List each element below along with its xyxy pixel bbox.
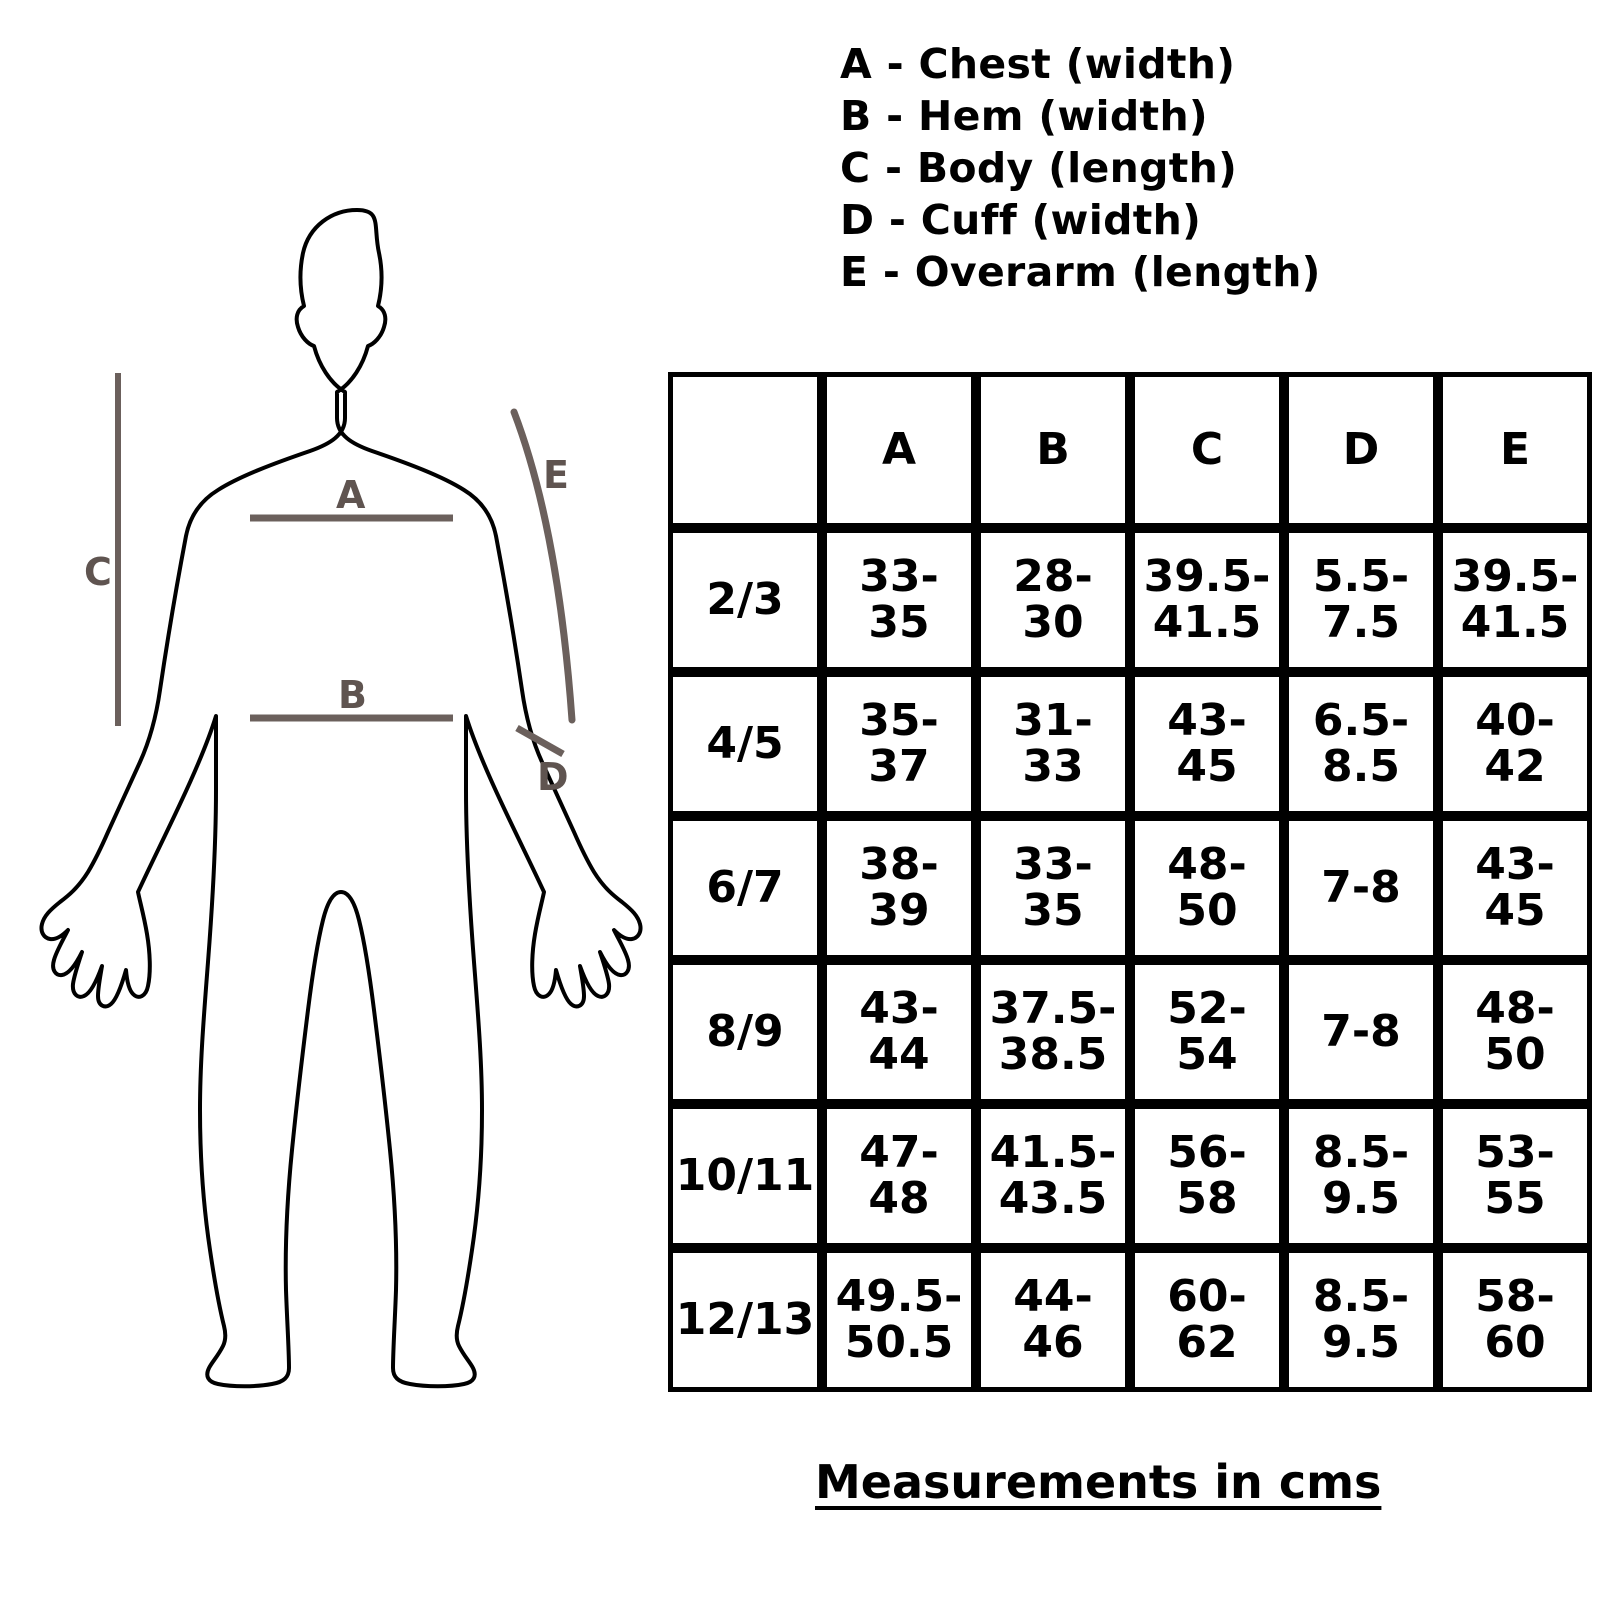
cell-c [1130,1104,1284,1248]
cell-c [1130,1248,1284,1392]
row-size-label: 2/3 [668,528,822,672]
legend-item-d: D - Cuff (width) [840,196,1202,245]
table-header-c: C [1130,372,1284,528]
table-header-row [668,372,1592,528]
cell-e [1438,1248,1592,1392]
cell-b [976,1248,1130,1392]
cell-d-value: 7-8 [1321,861,1401,913]
cell-a-value: 38-39 [859,838,939,936]
cell-a-value: 43-44 [859,982,939,1080]
cell-a [822,816,976,960]
cell-e-value: 43-45 [1475,838,1555,936]
figure-label-e: E [543,453,569,497]
cell-e-value: 40-42 [1475,694,1555,792]
cell-a [822,1248,976,1392]
row-size-label: 4/5 [668,672,822,816]
cell-c [1130,816,1284,960]
cell-b-value: 37.5-38.5 [989,982,1117,1080]
cell-d-value: 8.5-9.5 [1312,1126,1410,1224]
cell-d-value: 6.5-8.5 [1312,694,1410,792]
legend-item-b: B - Hem (width) [840,92,1208,141]
legend-item-e: E - Overarm (length) [840,248,1321,297]
table-row [668,1104,1592,1248]
cell-c-value: 56-58 [1167,1126,1247,1224]
row-size-label: 10/11 [668,1104,822,1248]
cell-c [1130,960,1284,1104]
table-row [668,672,1592,816]
measurement-legend [840,38,1480,298]
figure-label-c: C [84,550,112,594]
figure-label-a: A [336,473,366,517]
cell-a-value: 49.5-50.5 [835,1270,963,1368]
table-row [668,960,1592,1104]
cell-a-value: 35-37 [859,694,939,792]
legend-item-a: A - Chest (width) [840,40,1236,88]
cell-c-value: 52-54 [1167,982,1247,1080]
row-size-label: 8/9 [668,960,822,1104]
cell-b [976,1104,1130,1248]
cell-e [1438,816,1592,960]
row-size-label: 12/13 [668,1248,822,1392]
cell-c [1130,672,1284,816]
table-header-a: A [822,372,976,528]
cell-b-value: 31-33 [1013,694,1093,792]
cell-b-value: 28-30 [1013,550,1093,648]
size-chart-table [668,372,1592,1392]
cell-e-value: 53-55 [1475,1126,1555,1224]
cell-d [1284,672,1438,816]
table-corner-cell [668,372,822,528]
cell-a [822,960,976,1104]
human-body-outline-icon [0,150,700,1400]
measurement-units-note: Measurements in cms [815,1455,1382,1509]
cell-e-value: 48-50 [1475,982,1555,1080]
legend-item-c: C - Body (length) [840,144,1238,193]
cell-b [976,528,1130,672]
cell-a [822,528,976,672]
table-header-b: B [976,372,1130,528]
figure-label-b: B [338,673,367,717]
body-figure-panel [0,150,700,1400]
cell-d [1284,528,1438,672]
figure-label-d: D [537,755,569,799]
table-header-d: D [1284,372,1438,528]
cell-a [822,1104,976,1248]
table-row [668,816,1592,960]
cell-d [1284,816,1438,960]
cell-d-value: 8.5-9.5 [1312,1270,1410,1368]
cell-c [1130,528,1284,672]
cell-e-value: 39.5-41.5 [1451,550,1579,648]
cell-b [976,816,1130,960]
cell-c-value: 43-45 [1167,694,1247,792]
table-row [668,1248,1592,1392]
cell-a-value: 33-35 [859,550,939,648]
cell-c-value: 60-62 [1167,1270,1247,1368]
cell-c-value: 48-50 [1167,838,1247,936]
cell-e [1438,528,1592,672]
table-row [668,528,1592,672]
cell-d-value: 7-8 [1321,1005,1401,1057]
row-size-label: 6/7 [668,816,822,960]
cell-d-value: 5.5-7.5 [1312,550,1410,648]
cell-d [1284,960,1438,1104]
cell-b-value: 44-46 [1013,1270,1093,1368]
table-header-e: E [1438,372,1592,528]
cell-b-value: 33-35 [1013,838,1093,936]
cell-e [1438,672,1592,816]
cell-b [976,672,1130,816]
cell-e [1438,1104,1592,1248]
cell-a-value: 47-48 [859,1126,939,1224]
cell-a [822,672,976,816]
cell-e-value: 58-60 [1475,1270,1555,1368]
cell-d [1284,1104,1438,1248]
cell-c-value: 39.5-41.5 [1143,550,1271,648]
cell-b-value: 41.5-43.5 [989,1126,1117,1224]
cell-e [1438,960,1592,1104]
cell-b [976,960,1130,1104]
cell-d [1284,1248,1438,1392]
